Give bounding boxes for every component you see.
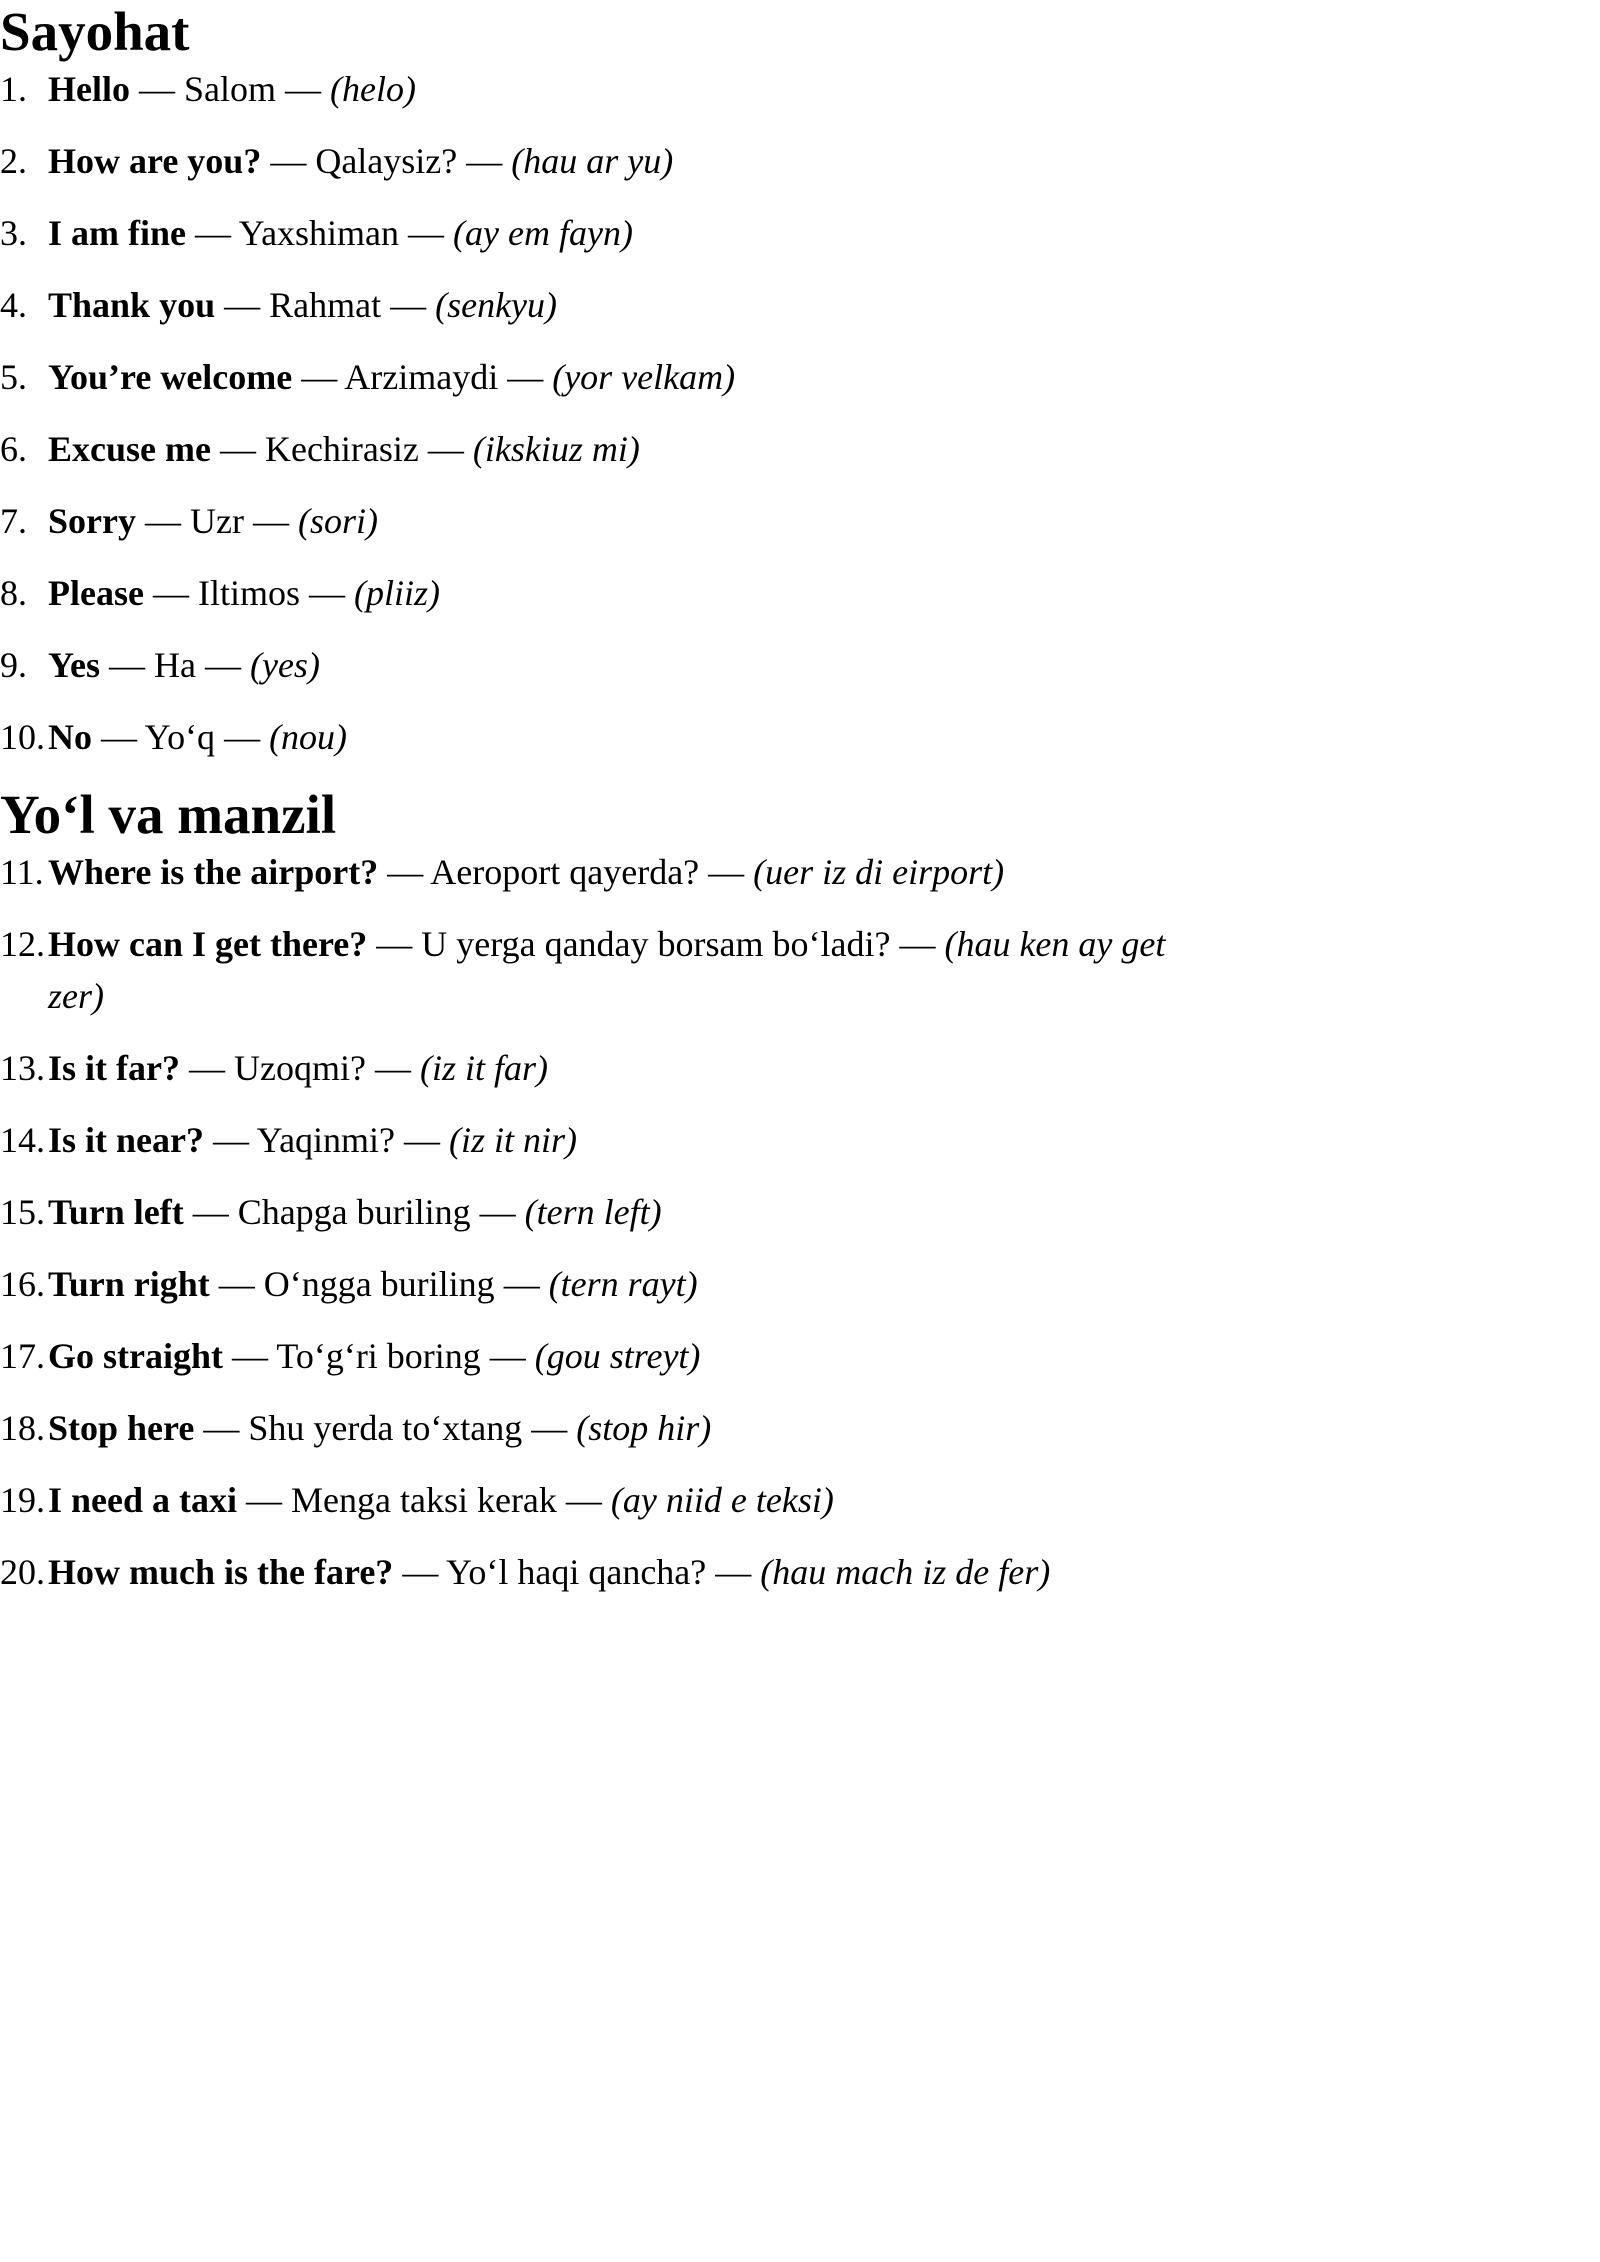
item-english-phrase: Sorry — [48, 501, 136, 541]
item-separator: — — [365, 1048, 420, 1088]
list-item — [0, 1258, 1600, 1310]
list-item — [0, 1114, 1600, 1166]
item-separator: — — [237, 1480, 291, 1520]
item-number: 2. — [0, 141, 27, 181]
item-number: 14. — [0, 1120, 45, 1160]
list-item — [0, 135, 1600, 187]
list-item — [0, 1402, 1600, 1454]
item-separator: — — [299, 573, 354, 613]
item-separator: — — [215, 717, 270, 757]
item-separator: — — [143, 573, 198, 613]
item-english-phrase: How can I get there? — [48, 924, 368, 964]
item-text — [48, 1402, 1198, 1454]
item-english-phrase: You’re welcome — [48, 357, 293, 397]
item-number: 19. — [0, 1480, 45, 1520]
item-transcription: (pliiz) — [353, 573, 440, 613]
item-text — [48, 1474, 1198, 1526]
item-english-phrase: I need a taxi — [48, 1480, 237, 1520]
item-number: 3. — [0, 213, 27, 253]
item-separator: — — [210, 429, 265, 469]
item-uzbek-translation: Kechirasiz — [264, 429, 419, 469]
item-transcription: (tern left) — [524, 1192, 662, 1232]
item-number: 7. — [0, 501, 27, 541]
item-transcription: (tern rayt) — [548, 1264, 698, 1304]
item-separator: — — [292, 357, 345, 397]
item-uzbek-translation: To‘g‘ri boring — [276, 1336, 481, 1376]
item-number: 16. — [0, 1264, 45, 1304]
list-item — [0, 495, 1600, 547]
item-number: 20. — [0, 1552, 45, 1592]
item-transcription: (yor velkam) — [552, 357, 736, 397]
item-transcription: (nou) — [269, 717, 348, 757]
item-text — [48, 567, 1198, 619]
list-item — [0, 711, 1600, 763]
item-uzbek-translation: U yerga qanday borsam bo‘ladi? — [421, 924, 891, 964]
item-separator: — — [393, 1552, 446, 1592]
item-separator: — — [129, 69, 184, 109]
list-item — [0, 63, 1600, 115]
item-text — [48, 423, 1198, 475]
item-text — [48, 495, 1198, 547]
item-transcription: (ay em fayn) — [453, 213, 633, 253]
item-text — [48, 63, 1198, 115]
item-english-phrase: No — [48, 717, 92, 757]
item-transcription: (uer iz di eirport) — [753, 852, 1005, 892]
list-item — [0, 351, 1600, 403]
item-number: 11. — [0, 852, 44, 892]
item-separator: — — [135, 501, 190, 541]
item-uzbek-translation: Uzr — [189, 501, 244, 541]
item-uzbek-translation: Uzoqmi? — [233, 1048, 366, 1088]
item-english-phrase: Thank you — [48, 285, 216, 325]
list-item — [0, 207, 1600, 259]
item-uzbek-translation: Yaxshiman — [238, 213, 400, 253]
phrase-list-directions — [0, 846, 1600, 1598]
item-english-phrase: How much is the fare? — [48, 1552, 394, 1592]
item-transcription: (ikskiuz mi) — [472, 429, 640, 469]
item-uzbek-translation: Yo‘l haqi qancha? — [445, 1552, 707, 1592]
item-transcription: (iz it far) — [419, 1048, 548, 1088]
item-uzbek-translation: Ha — [154, 645, 196, 685]
item-text — [48, 207, 1198, 259]
item-separator: — — [179, 1048, 234, 1088]
item-uzbek-translation: Arzimaydi — [344, 357, 499, 397]
item-uzbek-translation: Rahmat — [269, 285, 382, 325]
item-text — [48, 711, 1198, 763]
item-transcription: (helo) — [330, 69, 416, 109]
list-item — [0, 1186, 1600, 1238]
list-item — [0, 639, 1600, 691]
item-separator: — — [470, 1192, 525, 1232]
item-separator: — — [378, 852, 431, 892]
item-transcription: (gou streyt) — [534, 1336, 701, 1376]
item-english-phrase: Excuse me — [48, 429, 211, 469]
item-number: 8. — [0, 573, 27, 613]
item-number: 6. — [0, 429, 27, 469]
item-separator: — — [204, 1120, 257, 1160]
item-english-phrase: Where is the airport? — [48, 852, 379, 892]
item-english-phrase: Is it near? — [48, 1120, 204, 1160]
item-english-phrase: I am fine — [48, 213, 186, 253]
item-uzbek-translation: Shu yerda to‘xtang — [248, 1408, 523, 1448]
item-text — [48, 1114, 1198, 1166]
item-uzbek-translation: Yo‘q — [144, 717, 216, 757]
item-english-phrase: How are you? — [48, 141, 262, 181]
item-separator: — — [261, 141, 316, 181]
item-text — [48, 1258, 1198, 1310]
item-transcription: (senkyu) — [435, 285, 558, 325]
item-separator: — — [890, 924, 945, 964]
section-title-sayohat: Sayohat — [0, 1, 190, 62]
item-text — [48, 639, 1198, 691]
item-transcription: (sori) — [297, 501, 378, 541]
item-transcription: (hau ken ay get zer) — [48, 924, 1166, 1016]
item-text — [48, 1546, 1198, 1598]
section-title-yol-va-manzil: Yo‘l va manzil — [0, 784, 337, 845]
item-transcription: (ay niid e teksi) — [610, 1480, 834, 1520]
item-separator: — — [457, 141, 512, 181]
item-english-phrase: Stop here — [48, 1408, 195, 1448]
item-number: 12. — [0, 924, 45, 964]
item-number: 18. — [0, 1408, 45, 1448]
item-separator: — — [194, 1408, 249, 1448]
item-text — [48, 351, 1198, 403]
item-transcription: (hau ar yu) — [511, 141, 674, 181]
item-text — [48, 918, 1198, 1022]
item-text — [48, 1042, 1198, 1094]
item-uzbek-translation: Salom — [183, 69, 276, 109]
item-separator: — — [186, 213, 239, 253]
item-separator: — — [494, 1264, 549, 1304]
item-separator: — — [418, 429, 473, 469]
item-transcription: (stop hir) — [576, 1408, 712, 1448]
list-item — [0, 279, 1600, 331]
item-text — [48, 846, 1198, 898]
item-uzbek-translation: O‘ngga buriling — [263, 1264, 495, 1304]
item-english-phrase: Turn right — [48, 1264, 210, 1304]
item-separator: — — [209, 1264, 264, 1304]
item-number: 15. — [0, 1192, 45, 1232]
item-separator: — — [706, 1552, 761, 1592]
list-item — [0, 1474, 1600, 1526]
item-number: 4. — [0, 285, 27, 325]
item-uzbek-translation: Menga taksi kerak — [291, 1480, 557, 1520]
item-separator: — — [556, 1480, 611, 1520]
list-item — [0, 1546, 1600, 1598]
item-number: 13. — [0, 1048, 45, 1088]
item-number: 1. — [0, 69, 27, 109]
item-text — [48, 279, 1198, 331]
item-separator: — — [100, 645, 154, 685]
item-english-phrase: Please — [48, 573, 144, 613]
item-separator: — — [399, 213, 454, 253]
item-separator: — — [223, 1336, 277, 1376]
item-uzbek-translation: Iltimos — [197, 573, 300, 613]
item-english-phrase: Yes — [48, 645, 100, 685]
item-english-phrase: Go straight — [48, 1336, 223, 1376]
item-separator: — — [195, 645, 250, 685]
phrase-list-travel — [0, 63, 1600, 763]
item-separator: — — [183, 1192, 238, 1232]
item-english-phrase: Turn left — [48, 1192, 184, 1232]
item-uzbek-translation: Aeroport qayerda? — [430, 852, 700, 892]
item-separator: — — [381, 285, 436, 325]
item-transcription: (hau mach iz de fer) — [760, 1552, 1051, 1592]
item-separator: — — [276, 69, 330, 109]
item-separator: — — [699, 852, 754, 892]
item-text — [48, 135, 1198, 187]
list-item — [0, 846, 1600, 898]
list-item — [0, 1042, 1600, 1094]
list-item — [0, 918, 1600, 1022]
item-number: 9. — [0, 645, 27, 685]
item-separator: — — [367, 924, 422, 964]
item-transcription: (iz it nir) — [449, 1120, 578, 1160]
item-text — [48, 1186, 1198, 1238]
item-separator: — — [215, 285, 270, 325]
list-item — [0, 567, 1600, 619]
item-number: 5. — [0, 357, 27, 397]
list-item — [0, 423, 1600, 475]
item-separator: — — [498, 357, 553, 397]
item-uzbek-translation: Qalaysiz? — [315, 141, 458, 181]
item-number: 17. — [0, 1336, 45, 1376]
item-separator: — — [243, 501, 298, 541]
item-english-phrase: Is it far? — [48, 1048, 180, 1088]
item-number: 10. — [0, 717, 45, 757]
item-uzbek-translation: Chapga buriling — [237, 1192, 471, 1232]
item-text — [48, 1330, 1198, 1382]
list-item — [0, 1330, 1600, 1382]
item-transcription: (yes) — [249, 645, 320, 685]
item-separator: — — [395, 1120, 450, 1160]
item-separator: — — [92, 717, 145, 757]
item-separator: — — [480, 1336, 535, 1376]
item-uzbek-translation: Yaqinmi? — [256, 1120, 396, 1160]
item-english-phrase: Hello — [48, 69, 130, 109]
item-separator: — — [522, 1408, 577, 1448]
